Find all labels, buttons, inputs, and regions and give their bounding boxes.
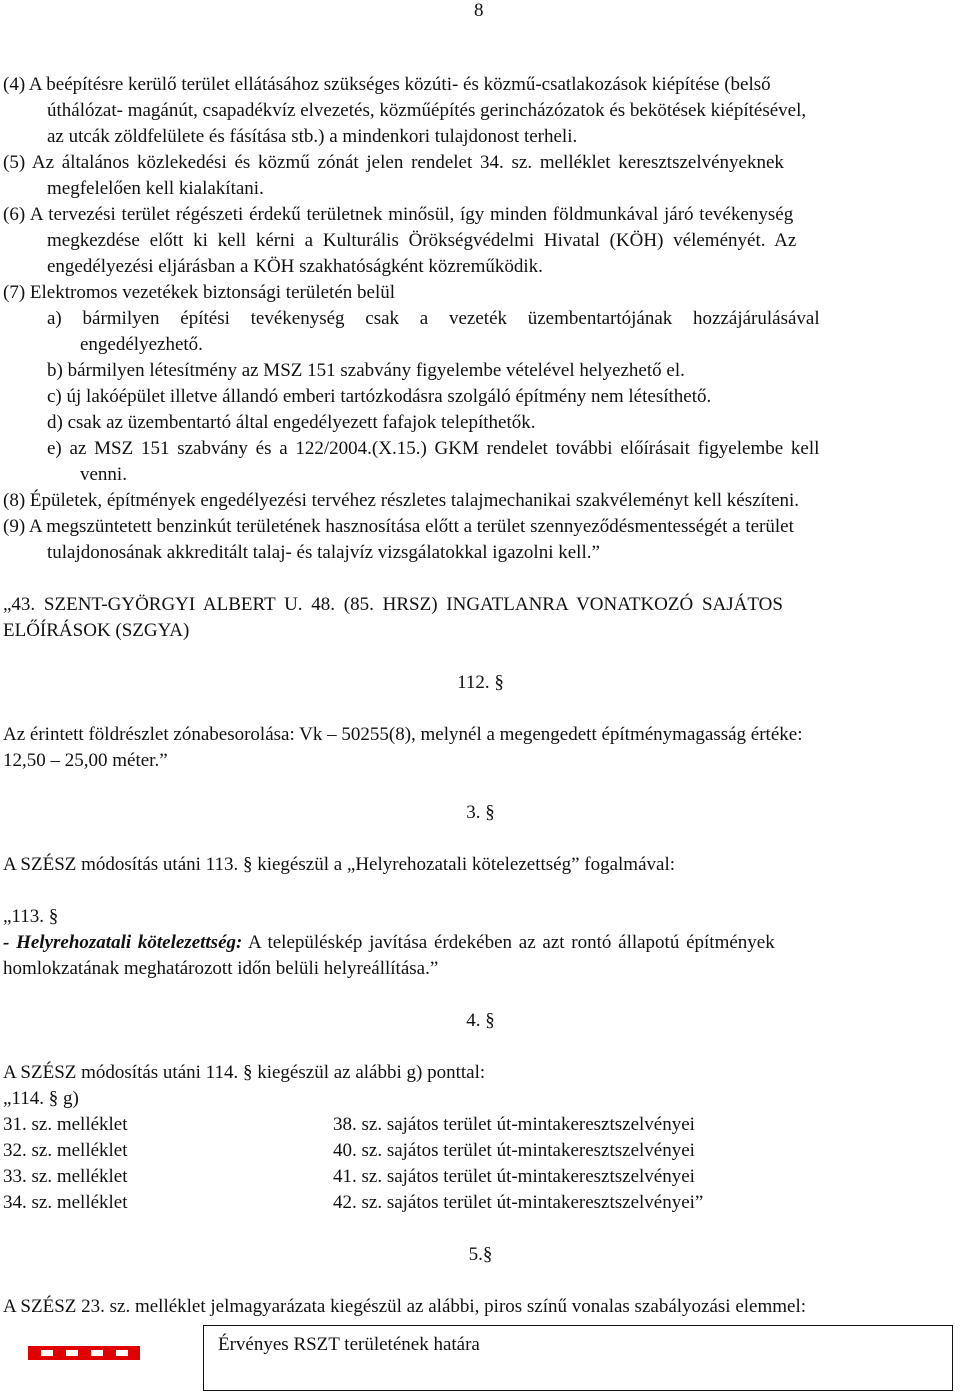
definition-113: [3, 904, 958, 982]
p114-head: „114. § g): [3, 1088, 79, 1109]
heading43-line-2: ELŐÍRÁSOK (SZGYA): [3, 620, 190, 641]
section-43-heading: [3, 592, 958, 644]
line-gap: [41, 1350, 53, 1356]
paragraph-4: [3, 72, 958, 150]
line-gap: [91, 1350, 103, 1356]
p112-line-2: 12,50 – 25,00 méter.”: [3, 750, 168, 771]
p6-line-2: megkezdése előtt ki kell kérni a Kulturális Örökségvédelmi Hivatal (KÖH) véleményét. Az: [47, 230, 797, 251]
p113-line-1: [3, 930, 958, 956]
paragraph-6: [3, 202, 958, 280]
p4-line-1: (4) A beépítésre kerülő terület ellátásához szükséges közúti- és közmű-csatlakozások kiépítése (belső: [3, 74, 771, 95]
annex-left: 33. sz. melléklet: [3, 1166, 128, 1187]
p3-line: A SZÉSZ módosítás utáni 113. § kiegészül a „Helyrehozatali kötelezettség” fogalmával:: [3, 854, 676, 875]
p113-line-2: homlokzatának meghatározott időn belüli helyreállítása.”: [3, 958, 439, 979]
p7c-line: c) új lakóépület illetve állandó emberi tartózkodásra szolgáló építmény nem létesíthető.: [47, 386, 712, 407]
paragraph-4b: [3, 1060, 958, 1112]
paragraph-8: [3, 488, 958, 514]
annex-row: [3, 1112, 695, 1138]
annex-row: [3, 1164, 695, 1190]
paragraph-5b: [3, 1294, 958, 1320]
p4b-line: A SZÉSZ módosítás utáni 114. § kiegészül az alábbi g) ponttal:: [3, 1062, 486, 1083]
legend-red-line-symbol: [28, 1346, 140, 1360]
annex-row: [3, 1138, 695, 1164]
p7d-line: d) csak az üzembentartó által engedélyezett fafajok telepíthetők.: [47, 412, 536, 433]
page-number: 8: [474, 0, 484, 21]
paragraph-5: [3, 150, 958, 202]
p4-line-3: az utcák zöldfelülete és fásítása stb.) a mindenkori tulajdonost terheli.: [47, 126, 578, 147]
p6-line-3: engedélyezési eljárásban a KÖH szakhatóságként közreműködik.: [47, 256, 543, 277]
p5-line-2: megfelelően kell kialakítani.: [47, 178, 264, 199]
p113-head: „113. §: [3, 906, 59, 927]
section-5-title: 5.§: [468, 1244, 493, 1265]
p7b-line: b) bármilyen létesítmény az MSZ 151 szabvány figyelembe vételével helyezhető el.: [47, 360, 685, 381]
p113-text: A településkép javítása érdekében az azt rontó állapotú építmények: [242, 932, 775, 953]
legend-label: Érvényes RSZT területének határa: [218, 1334, 480, 1355]
line-gap: [116, 1350, 128, 1356]
annex-right: 40. sz. sajátos terület út-mintakeresztszelvényei: [333, 1140, 695, 1161]
annex-row: [3, 1190, 704, 1216]
annex-left: 34. sz. melléklet: [3, 1192, 128, 1213]
p7a-line-2: engedélyezhető.: [80, 334, 203, 355]
heading43-line-1: „43. SZENT-GYÖRGYI ALBERT U. 48. (85. HRSZ) INGATLANRA VONATKOZÓ SAJÁTOS: [3, 594, 783, 615]
section-112-title: 112. §: [457, 672, 504, 693]
annex-left: 31. sz. melléklet: [3, 1114, 128, 1135]
legend-box: [203, 1325, 953, 1391]
term-helyrehozatali: - Helyrehozatali kötelezettség:: [3, 932, 243, 953]
section-4-title: 4. §: [466, 1010, 495, 1031]
p5-line-1: (5) Az általános közlekedési és közmű zónát jelen rendelet 34. sz. melléklet keresztszelvényeknek: [3, 152, 784, 173]
paragraph-9: [3, 514, 958, 566]
p7e-line-1: e) az MSZ 151 szabvány és a 122/2004.(X.15.) GKM rendelet további előírásait figyelembe kell: [47, 438, 820, 459]
paragraph-7: [3, 280, 958, 488]
p5b-line: A SZÉSZ 23. sz. melléklet jelmagyarázata kiegészül az alábbi, piros színű vonalas szabályozási elemmel:: [3, 1296, 807, 1317]
paragraph-3: [3, 852, 958, 878]
section-3-title: 3. §: [466, 802, 495, 823]
p6-line-1: (6) A tervezési terület régészeti érdekű területnek minősül, így minden földmunkával járó tevékenység: [3, 204, 794, 225]
annex-right: 41. sz. sajátos terület út-mintakeresztszelvényei: [333, 1166, 695, 1187]
p4-line-2: úthálózat- magánút, csapadékvíz elvezetés, közműépítés gerincházózatok és bekötések kiépítésével,: [47, 100, 807, 121]
p8-line: (8) Épületek, építmények engedélyezési tervéhez részletes talajmechanikai szakvéleményt kell készíteni.: [3, 490, 800, 511]
paragraph-112: [3, 722, 958, 774]
line-gap: [66, 1350, 78, 1356]
p7-line: (7) Elektromos vezetékek biztonsági területén belül: [3, 282, 395, 303]
p9-line-1: (9) A megszüntetett benzinkút területének hasznosítása előtt a terület szennyeződésmentességét a terület: [3, 516, 794, 537]
annex-left: 32. sz. melléklet: [3, 1140, 128, 1161]
annex-right: 38. sz. sajátos terület út-mintakeresztszelvényei: [333, 1114, 695, 1135]
annex-right: 42. sz. sajátos terület út-mintakeresztszelvényei”: [333, 1192, 704, 1213]
p9-line-2: tulajdonosának akkreditált talaj- és talajvíz vizsgálatokkal igazolni kell.”: [47, 542, 600, 563]
p7a-line-1: a) bármilyen építési tevékenység csak a vezeték üzembentartójának hozzájárulásával: [47, 308, 820, 329]
p112-line-1: Az érintett földrészlet zónabesorolása: Vk – 50255(8), melynél a megengedett építménymagasság értéke:: [3, 724, 803, 745]
p7e-line-2: venni.: [80, 464, 127, 485]
